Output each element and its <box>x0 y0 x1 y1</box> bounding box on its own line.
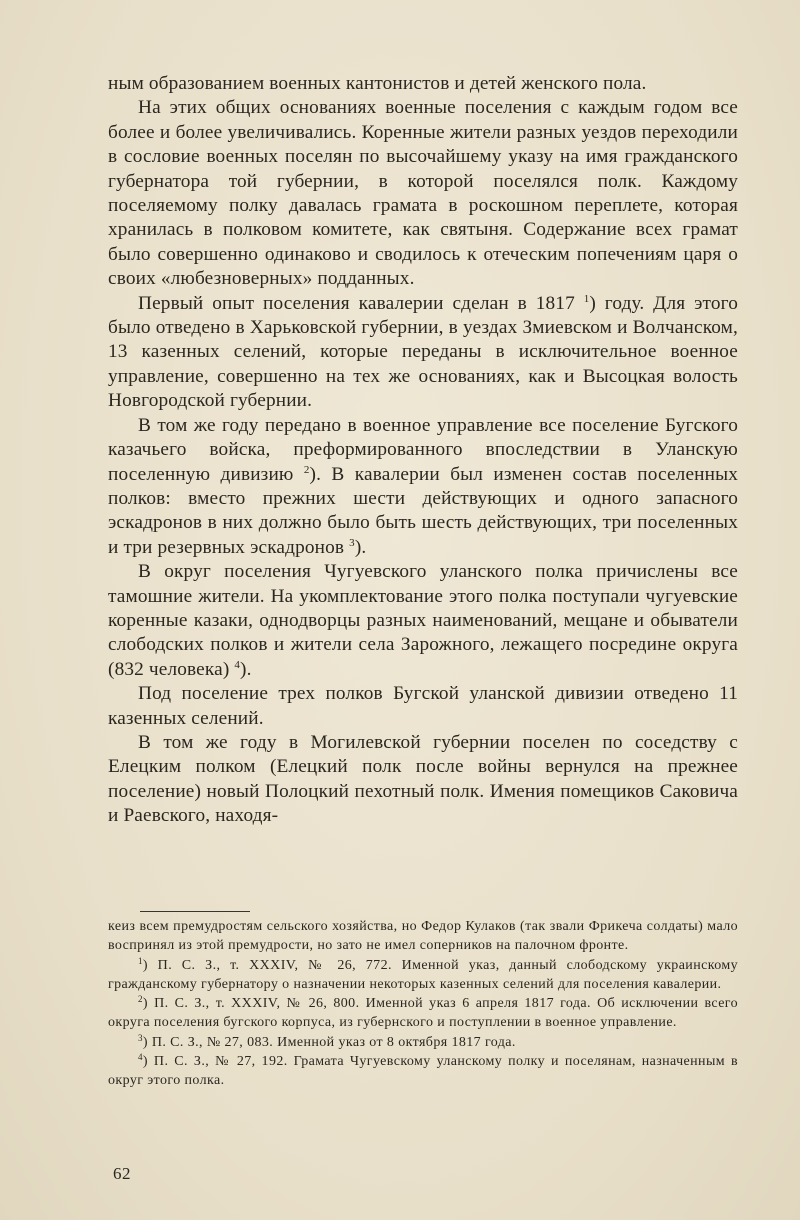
footnote-mark: 4 <box>138 1052 143 1063</box>
paragraph-7: В том же году в Могилевской губернии поселен по соседству с Елецким полком (Елецкий полк после войны вернулся на прежнее поселение) новый Полоцкий пехотный полк. Имения помещиков Саковича и Раевского, находя- <box>108 731 738 827</box>
footnote-ref-2: 2 <box>303 463 310 476</box>
paragraph-4-end: ). <box>354 536 367 558</box>
main-text <box>108 72 738 829</box>
footnote-divider <box>140 911 250 912</box>
paragraph-3 <box>108 292 738 414</box>
paragraph-5-end: ). <box>240 658 252 680</box>
paragraph-5-start: В округ поселения Чугуевского уланского полка причислены все тамошние жители. На укомплектование этого полка поступали чугуевские коренные казаки, однодворцы разных наименований, мещане и обыватели слободских полков и жители села Зарожного, лежащего посредине округа (832 человека) <box>108 561 738 680</box>
footnote-ref-3: 3 <box>349 536 355 549</box>
footnote-text: ) П. С. З., т. XXXIV, № 26, 800. Именной указ 6 апреля 1817 года. Об исключении всего округа поселения бугского корпуса, из губернского и поступлении в военное управление. <box>108 996 738 1031</box>
footnote-continuation: кеиз всем премудростям сельского хозяйства, но Федор Кулаков (так звали Фрикеча солдаты) мало воспринял из этой премудрости, но зато не имел соперников на палочном фронте. <box>108 919 738 954</box>
paragraph-4 <box>108 414 738 560</box>
paragraph-2: На этих общих основаниях военные поселения с каждым годом все более и более увеличивались. Коренные жители разных уездов переходили в сословие военных поселян по высочайшему указу на имя гражданского губернатора той губернии, в которой поселялся полк. Каждому поселяемому полку давалась грамата в роскошном переплете, которая хранилась в полковом комитете, как святыня. Содержание всех грамат было совершенно одинаково и сводилось к отеческим попечениям царя о своих «любезноверных» подданных. <box>108 97 738 290</box>
paragraph-4-rest: ). В кавалерии был изменен состав поселенных полков: вместо прежних шести действующих и одного запасного эскадронов в них должно было быть шесть действующих, три поселенных и три резервных эскадронов <box>108 463 738 558</box>
footnote-ref-4: 4 <box>234 658 241 671</box>
paragraph-1: ным образованием военных кантонистов и детей женского пола. <box>108 73 647 94</box>
footnote-4 <box>108 1052 738 1091</box>
paragraph-6: Под поселение трех полков Бугской уланской дивизии отведено 11 казенных селений. <box>108 683 738 729</box>
footnote-mark: 2 <box>138 994 143 1005</box>
paragraph-3-rest: ) году. Для этого было отведено в Харьковской губернии, в уездах Змиевском и Волчанском, 13 казенных селений, которые переданы в исключительное военное управление, совершенно на тех же основаниях, как и Высоцкая волость Новгородской губернии. <box>108 292 739 412</box>
footnote-mark: 1 <box>138 955 143 966</box>
paragraph-5 <box>108 560 738 682</box>
paragraph-3-start: Первый опыт поселения кавалерии сделан в 1817 <box>138 292 584 314</box>
footnote-text: ) П. С. З., № 27, 192. Грамата Чугуевскому уланскому полку и поселянам, назначенным в округ этого полка. <box>108 1054 738 1089</box>
footnote-text: ) П. С. З., № 27, 083. Именной указ от 8 октября 1817 года. <box>142 1034 516 1050</box>
paragraph-4-start: В том же году передано в военное управление все поселение Бугского казачьего войска, преформированного впоследствии в Уланскую поселенную дивизию <box>108 414 738 485</box>
footnote-text: ) П. С. З., т. XXXIV, № 26, 772. Именной указ, данный слободскому украинскому гражданскому губернатору о назначении некоторых казенных селений для поселения кавалерии. <box>108 957 738 992</box>
footnotes <box>108 917 738 1091</box>
footnote-1 <box>108 956 738 995</box>
page-number: 62 <box>113 1164 131 1183</box>
footnote-mark: 3 <box>138 1032 143 1043</box>
footnote-ref-1: 1 <box>583 292 590 305</box>
footnote-3 <box>108 1033 738 1052</box>
footnote-2 <box>108 994 738 1033</box>
